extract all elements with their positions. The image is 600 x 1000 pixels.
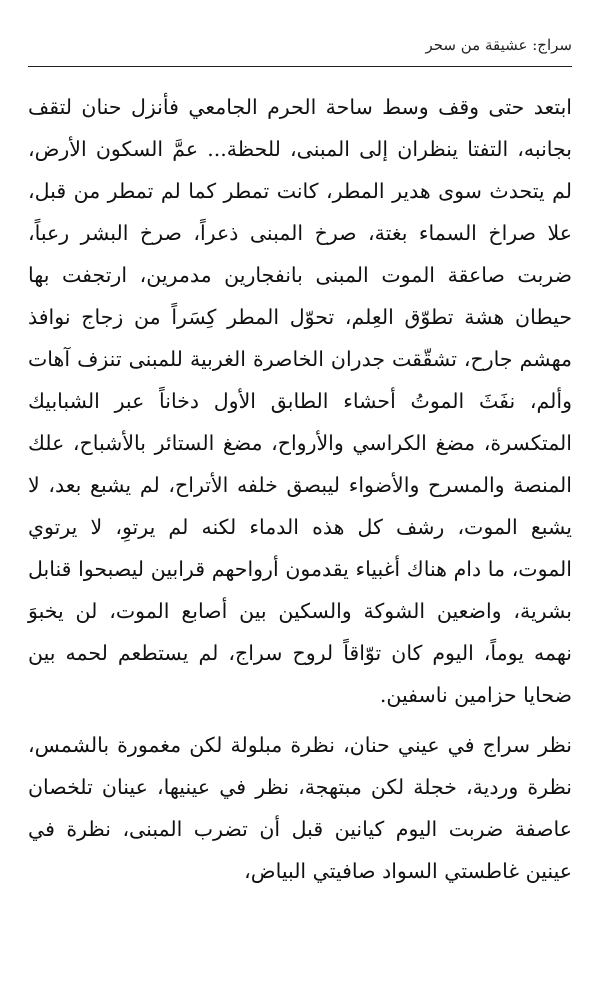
running-header (28, 36, 572, 67)
running-title: سراج: عشيقة من سحر (425, 36, 572, 54)
paragraph-2: نظر سراج في عيني حنان، نظرة مبلولة لكن مغمورة بالشمس، نظرة وردية، خجلة لكن مبتهجة، نظر في عينيها، عينان تلخصان عاصفة ضربت اليوم كيانين قبل أن تضرب المبنى، نظرة في عينين غاطستي السواد صافيتي البياض، (28, 733, 572, 883)
paragraph-1: ابتعد حتى وقف وسط ساحة الحرم الجامعي فأنزل حنان لتقف بجانبه، التفتا ينظران إلى المبنى، للحظة... عمَّ السكون الأرض، لم يتحدث سوى هدير المطر، كانت تمطر كما لم تمطر من قبل، علا صراخ السماء بغتة، صرخ المبنى ذعراً، صرخ البشر رعباً، ضربت صاعقة الموت المبنى بانفجارين مدمرين، ارتجفت بها حيطان هشة تطوّق العِلم، تحوّل المطر كِسَراً من زجاج نوافذ مهشم جارح، تشقّقت جدران الخاصرة الغربية للمبنى تنزف آهات وألم، نفَثَ الموتُ أحشاء الطابق الأول دخاناً عبر الشبابيك المتكسرة، مضغ الكراسي والأرواح، مضغ الستائر بالأشباح، علك المنصة والمسرح والأضواء ليبصق خلفه الأتراح، لم يشبع بعد، لا يشبع الموت، رشف كل هذه الدماء لكنه لم يرتوِ، لا يرتوي الموت، ما دام هناك أغبياء يقدمون أرواحهم قرابين ليصبحوا قنابل بشرية، واضعين الشوكة والسكين بين أصابع الموت، لن يخبوَ نهمه يوماً، اليوم كان توّاقاً لروح سراج، لم يستطعم لحمه بين ضحايا حزامين ناسفين. (28, 95, 572, 707)
body-text (28, 86, 572, 892)
